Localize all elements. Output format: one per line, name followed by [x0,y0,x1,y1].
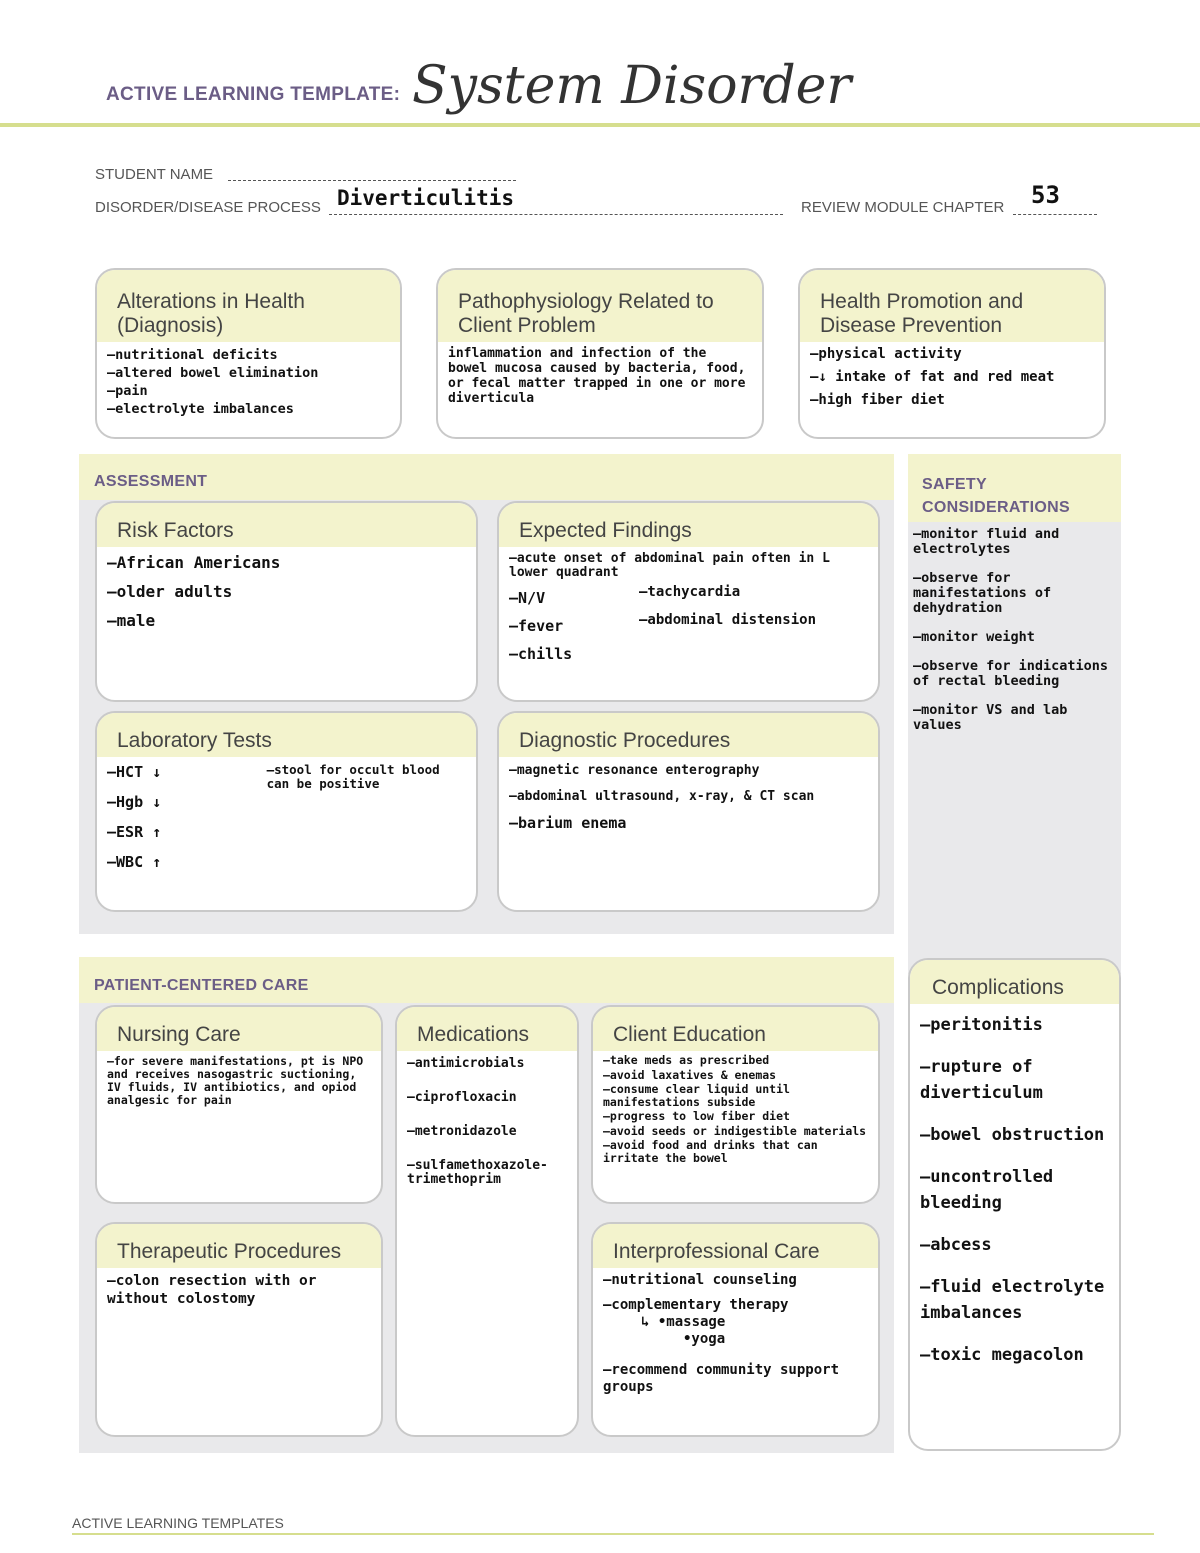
list-item: —fever [509,617,564,635]
list-item: —complementary therapy [603,1297,789,1313]
list-item: —abdominal distension [639,612,817,628]
client-education-title: Client Education [593,1007,878,1051]
chapter-field[interactable] [1013,181,1097,215]
list-item: —pain [107,383,148,399]
list-item: —barium enema [509,814,627,832]
list-item: —avoid food and drinks that can irritate the bowel [603,1138,818,1165]
list-item: —recommend community support groups [603,1362,840,1395]
pathophysiology-box [436,268,764,439]
list-item: —chills [509,645,573,663]
pathophysiology-text: inflammation and infection of the bowel mucosa caused by bacteria, food, or fecal matter trapped in one or more diverticula [448,346,746,406]
medications-title: Medications [397,1007,577,1051]
therapeutic-procedures-title: Therapeutic Procedures [97,1224,381,1268]
health-promotion-box [798,268,1106,439]
list-item: —ciprofloxacin [407,1090,517,1105]
lab-right-note: —stool for occult blood can be positive [266,762,440,791]
chapter-value: 53 [1031,181,1060,209]
list-item: —high fiber diet [810,392,945,408]
list-item: —monitor weight [913,629,1035,645]
client-education-box [591,1005,880,1204]
list-item: —monitor VS and lab values [913,702,1068,733]
list-item: —progress to low fiber diet [603,1109,790,1123]
nursing-care-title: Nursing Care [97,1007,381,1051]
health-promotion-title: Health Promotion and Disease Prevention [800,270,1104,342]
list-item: —HCT ↓ [107,763,162,781]
interprofessional-care-title: Interprofessional Care [593,1224,878,1268]
list-item: —sulfamethoxazole-trimethoprim [407,1158,548,1187]
list-item: —electrolyte imbalances [107,401,294,417]
student-name-field[interactable] [228,164,516,181]
list-item: —Hgb ↓ [107,793,162,811]
list-item: —physical activity [810,346,962,362]
list-item: —metronidazole [407,1124,517,1139]
list-item: —WBC ↑ [107,853,162,871]
list-item: —take meds as prescribed [603,1053,770,1067]
patient-care-title: PATIENT-CENTERED CARE [94,977,309,994]
list-item: —observe for indications of rectal bleeding [913,658,1109,689]
disorder-value: Diverticulitis [337,186,515,210]
alterations-title: Alterations in Health (Diagnosis) [97,270,400,342]
risk-factors-title: Risk Factors [97,503,476,547]
list-item: —fluid electrolyte imbalances [920,1277,1105,1323]
list-item: ↳ •massage [641,1314,726,1330]
medications-box [395,1005,579,1437]
safety-title: SAFETY CONSIDERATIONS [922,476,1070,516]
list-item: —African Americans [107,553,281,572]
disorder-label: DISORDER/DISEASE PROCESS [95,199,321,216]
list-item: —monitor fluid and electrolytes [913,526,1060,557]
student-name-label: STUDENT NAME [95,166,214,183]
list-item: —uncontrolled bleeding [920,1167,1054,1213]
interprofessional-care-box [591,1222,880,1437]
list-item: —consume clear liquid until manifestations subside [603,1082,790,1109]
list-item: —abdominal ultrasound, x-ray, & CT scan [509,789,815,804]
risk-factors-box [95,501,478,702]
header-divider [0,123,1200,127]
list-item: —rupture of diverticulum [920,1057,1043,1103]
complications-box [908,958,1121,1451]
expected-findings-title: Expected Findings [499,503,878,547]
disorder-field[interactable] [329,188,783,215]
complications-title: Complications [910,960,1119,1004]
list-item: —↓ intake of fat and red meat [810,369,1055,385]
list-item: —altered bowel elimination [107,365,319,381]
list-item: —N/V [509,589,546,607]
expected-findings-box [497,501,880,702]
page-title: System Disorder [412,56,852,116]
template-label: ACTIVE LEARNING TEMPLATE: [106,84,401,105]
list-item: —abcess [920,1235,992,1255]
list-item: —ESR ↑ [107,823,162,841]
list-item: —nutritional counseling [603,1272,797,1288]
laboratory-tests-title: Laboratory Tests [97,713,476,757]
list-item: —antimicrobials [407,1056,525,1071]
list-item: —older adults [107,582,233,601]
list-item: —avoid seeds or indigestible materials [603,1123,867,1138]
diagnostic-procedures-title: Diagnostic Procedures [499,713,878,757]
diagnostic-procedures-box [497,711,880,912]
list-item: —observe for manifestations of dehydration [913,570,1052,616]
therapeutic-procedures-text: —colon resection with or without colostomy [107,1273,317,1307]
nursing-care-text: —for severe manifestations, pt is NPO and receives nasogastric suctioning, IV fluids, IV antibiotics, and opiod analgesic for pain [107,1054,364,1107]
list-item: —toxic megacolon [920,1345,1084,1365]
therapeutic-procedures-box [95,1222,383,1437]
safety-list [913,527,1118,733]
expected-first: —acute onset of abdominal pain often in L lower quadrant [509,551,830,580]
footer-label: ACTIVE LEARNING TEMPLATES [72,1515,284,1531]
laboratory-tests-box [95,711,478,912]
nursing-care-box [95,1005,383,1204]
list-item: —magnetic resonance enterography [509,763,760,778]
list-item: —nutritional deficits [107,347,278,363]
alterations-box [95,268,402,439]
chapter-label: REVIEW MODULE CHAPTER [801,199,1005,216]
list-item: —bowel obstruction [920,1125,1105,1145]
pathophysiology-title: Pathophysiology Related to Client Problem [438,270,762,342]
list-item: •yoga [683,1331,726,1347]
footer-divider [72,1533,1154,1535]
list-item: —avoid laxatives & enemas [603,1067,777,1082]
list-item: —tachycardia [639,584,741,600]
list-item: —male [107,611,156,630]
list-item: —peritonitis [920,1015,1043,1035]
assessment-title: ASSESSMENT [94,473,208,490]
